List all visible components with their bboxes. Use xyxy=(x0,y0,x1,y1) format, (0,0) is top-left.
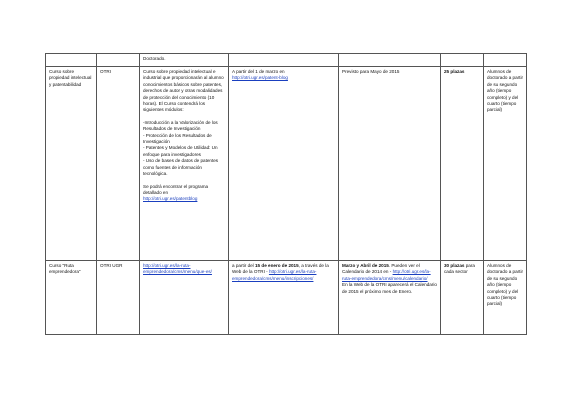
registration-post: , a través de la Web de la OTRI - xyxy=(232,263,329,275)
program-link[interactable]: http://otri.ugr.es/patentblog xyxy=(143,196,198,202)
table-row xyxy=(46,261,527,335)
cell-audience xyxy=(484,54,527,67)
module-item: -Introducción a la Valorización de los Resultados de Investigación xyxy=(143,119,218,132)
registration-date: 15 de enero de 2015 xyxy=(255,263,299,268)
cell-org xyxy=(97,261,140,335)
cell-text: Doctorado. xyxy=(143,56,166,61)
module-item: - Patentes y Modelos de Utilidad: Un enfoque para investigadores xyxy=(143,145,218,157)
dates-note: En la Web de la OTRI aparecerá el Calendario de 2015 el próximo mes de Enero. xyxy=(342,282,437,294)
calendar-link[interactable]: http://otri.ugr.es/la-ruta-emprendedora/cms/menu/calendario/ xyxy=(342,269,431,281)
cell-course xyxy=(46,54,97,67)
cell-org xyxy=(97,67,140,261)
audience-text: Alumnos de doctorado a partir de su segundo año (tiempo completo) y del cuarto (tiempo parcial) xyxy=(487,69,524,113)
module-item: - Protección de los Resultados de Investigación xyxy=(143,132,212,145)
courses-table xyxy=(45,53,527,335)
places-count: 30 plazas xyxy=(444,263,465,268)
org-name: OTRI UGR xyxy=(100,263,123,268)
dates-bold: Marzo y Abril de 2015 xyxy=(342,263,389,268)
cell-dates xyxy=(339,54,441,67)
cell-registration xyxy=(229,261,339,335)
places-text: para cada sector xyxy=(444,263,475,275)
description-more: Se podrá encontrar el programa detallado en xyxy=(143,183,209,195)
description-intro: Curso sobre propiedad intelectual e industrial que proporcionarán al alumno conocimientos básicos sobre patentes, derechos de autor y otras modalidades de protección del conocimiento (10 horas). El Curso contendrá los siguientes módulos: xyxy=(143,69,224,113)
cell-dates xyxy=(339,67,441,261)
cell-course xyxy=(46,67,97,261)
dates-text: Previsto para Mayo de 2015 xyxy=(342,69,400,74)
table-row xyxy=(46,54,527,67)
cell-places xyxy=(441,261,484,335)
course-title: Curso sobre propiedad intelectual y patentabilidad xyxy=(49,69,92,87)
cell-places xyxy=(441,67,484,261)
cell-registration xyxy=(229,67,339,261)
cell-description xyxy=(140,261,229,335)
cell-dates xyxy=(339,261,441,335)
dates-text: . Pueden ver el Calendario de 2014 en - xyxy=(342,263,420,275)
audience-text: Alumnos de doctorado a partir de su segundo año (tiempo completo) y del cuarto (tiempo parcial) xyxy=(487,263,524,307)
cell-audience xyxy=(484,67,527,261)
cell-places xyxy=(441,54,484,67)
cell-description xyxy=(140,54,229,67)
registration-text: A partir del 1 de marzo en xyxy=(232,69,285,74)
cell-course xyxy=(46,261,97,335)
module-item: - Uso de bases de datos de patentes como fuentes de información tecnológica. xyxy=(143,158,219,177)
cell-description xyxy=(140,67,229,261)
cell-audience xyxy=(484,261,527,335)
registration-pre: a partir del xyxy=(232,263,254,268)
course-title: Curso "Ruta emprendedora" xyxy=(49,263,81,275)
cell-registration xyxy=(229,54,339,67)
cell-org xyxy=(97,54,140,67)
registration-link[interactable]: http://otri.ugr.es/la-ruta-emprendedora/cms/menu/inscripciones/ xyxy=(232,269,317,281)
places-count: 25 plazas xyxy=(444,69,465,74)
course-info-link[interactable]: http://otri.ugr.es/la-ruta-emprendedora/cms/menu/que-es/ xyxy=(143,263,212,275)
table-row xyxy=(46,67,527,261)
registration-link[interactable]: http://otri.ugr.es/patent-blog xyxy=(232,75,288,81)
org-name: OTRI xyxy=(100,69,111,74)
